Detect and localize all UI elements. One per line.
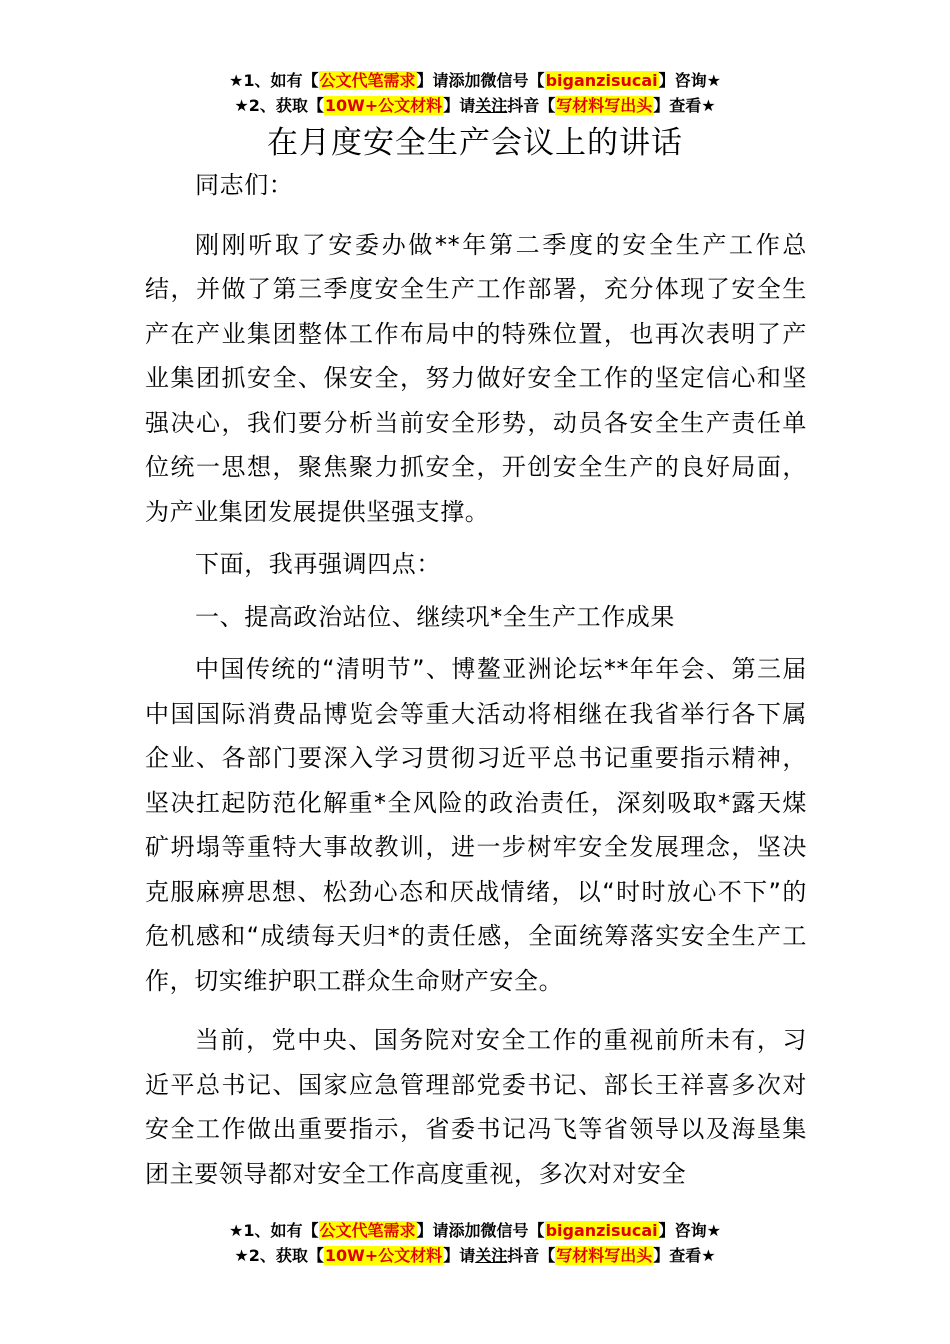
promo-line-2: [0, 93, 950, 118]
paragraph-section-1a: 中国传统的“清明节”、博鳌亚洲论坛**年年会、第三届中国国际消费品博览会等重大活动将相继在我省举行各下属企业、各部门要深入学习贯彻习近平总书记重要指示精神，坚决扛起防范化解重*全风险的政治责任，深刻吸取*露天煤矿坍塌等重特大事故教训，进一步树牢安全发展理念，坚决克服麻痹思想、松劲心态和厌战情绪，以“时时放心不下”的危机感和“成绩每天归*的责任感，全面统筹落实安全生产工作，切实维护职工群众生命财产安全。: [145, 655, 807, 995]
document-title: 在月度安全生产会议上的讲话: [267, 125, 683, 161]
promo-line-1-suffix: 】咨询★: [658, 71, 721, 90]
promo-line-1-prefix: ★1、如有【: [229, 71, 319, 90]
promo-line-1-emphasis: 添加: [448, 71, 481, 90]
promo-line-2-suffix: 】查看★: [653, 96, 716, 115]
promo-line-1-suffix: 】咨询★: [658, 1221, 721, 1240]
paragraph-intro: 刚刚听取了安委办做**年第二季度的安全生产工作总结，并做了第三季度安全生产工作部署，充分体现了安全生产在产业集团整体工作布局中的特殊位置，也再次表明了产业集团抓安全、保安全，努力做好安全工作的坚定信心和坚强决心，我们要分析当前安全形势，动员各安全生产责任单位统一思想，聚焦聚力抓安全，开创安全生产的良好局面，为产业集团发展提供坚强支撑。: [145, 230, 807, 526]
promo-line-2-text: 】请: [443, 96, 476, 115]
footer-promo-banner: [0, 1218, 950, 1268]
promo-highlight-douyin: 写材料写出头: [556, 96, 653, 115]
promo-line-1-text: 】请: [416, 71, 449, 90]
promo-line-2-emphasis: 关注: [475, 96, 508, 115]
promo-line-1: [0, 1218, 950, 1243]
paragraph-transition: 下面，我再强调四点：: [195, 550, 441, 578]
promo-line-1-text: 】请: [416, 1221, 449, 1240]
promo-highlight-wechat-id: biganzisucai: [545, 1221, 658, 1240]
promo-highlight-materials: 10W+公文材料: [324, 96, 443, 115]
promo-highlight-materials: 10W+公文材料: [324, 1246, 443, 1265]
promo-line-2: [0, 1243, 950, 1268]
promo-highlight-service: 公文代笔需求: [319, 71, 416, 90]
section-heading-1: 一、提高政治站位、继续巩*全生产工作成果: [195, 602, 675, 631]
paragraph-section-1b: 当前，党中央、国务院对安全工作的重视前所未有，习近平总书记、国家应急管理部党委书记、部长王祥喜多次对安全工作做出重要指示，省委书记冯飞等省领导以及海垦集团主要领导都对安全工作高度重视，多次对对安全: [145, 1026, 807, 1188]
header-promo-banner: [0, 68, 950, 118]
salutation: 同志们：: [195, 171, 294, 199]
promo-line-2-emphasis: 关注: [475, 1246, 508, 1265]
promo-line-2-text-2: 抖音【: [507, 96, 556, 115]
promo-highlight-douyin: 写材料写出头: [556, 1246, 653, 1265]
promo-line-1-emphasis: 添加: [448, 1221, 481, 1240]
promo-line-1-prefix: ★1、如有【: [229, 1221, 319, 1240]
promo-line-2-prefix: ★2、获取【: [234, 96, 324, 115]
document-body: [145, 156, 807, 1196]
promo-line-2-text: 】请: [443, 1246, 476, 1265]
promo-line-2-prefix: ★2、获取【: [234, 1246, 324, 1265]
promo-highlight-service: 公文代笔需求: [319, 1221, 416, 1240]
promo-line-2-text-2: 抖音【: [507, 1246, 556, 1265]
promo-line-1-text-2: 微信号【: [480, 71, 545, 90]
promo-highlight-wechat-id: biganzisucai: [545, 71, 658, 90]
promo-line-1-text-2: 微信号【: [480, 1221, 545, 1240]
promo-line-1: [0, 68, 950, 93]
promo-line-2-suffix: 】查看★: [653, 1246, 716, 1265]
